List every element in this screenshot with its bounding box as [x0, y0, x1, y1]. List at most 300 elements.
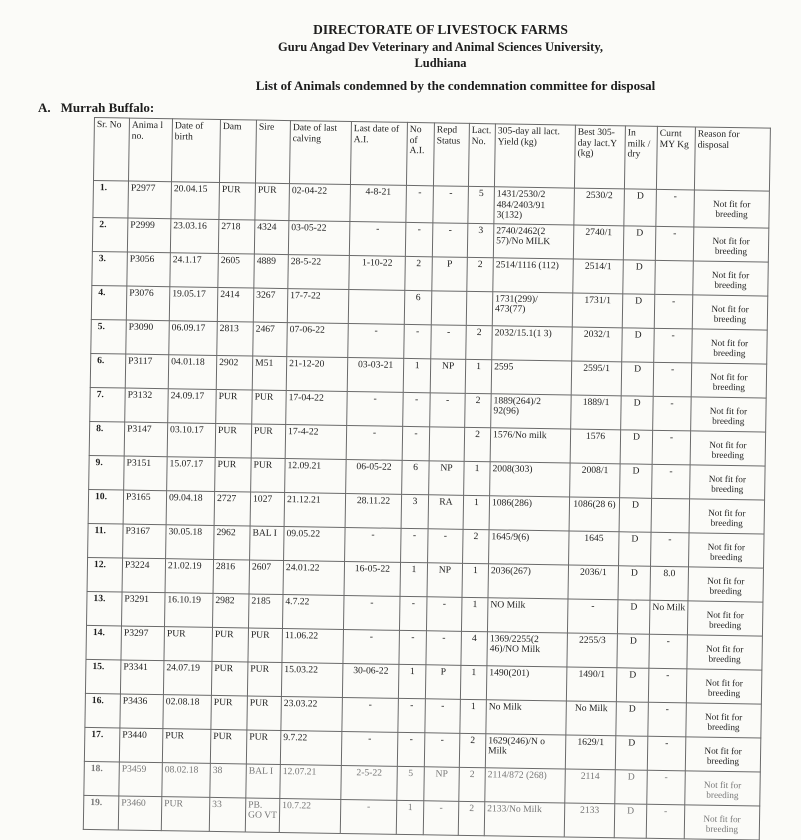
cell-best-lact-yield: 2036/1: [568, 565, 619, 600]
cell-best-lact-yield: 2008/1: [570, 463, 621, 498]
cell-repd-status: -: [430, 392, 466, 427]
column-header-animal-no: Anima l no.: [128, 118, 172, 182]
cell-no-of-ai: -: [398, 698, 426, 732]
cell-current-my: -: [646, 804, 685, 839]
cell-animal-no: P3460: [118, 796, 162, 831]
cell-dam: PUR: [216, 389, 253, 424]
cell-last-date-ai: -: [342, 697, 399, 732]
cell-all-lact-yield: 1629(246)/N o Milk: [485, 733, 566, 768]
cell-reason-for-disposal: Not fit for breeding: [691, 363, 767, 398]
table-header: [94, 118, 771, 192]
cell-last-date-ai: 16-05-22: [344, 561, 401, 596]
cell-no-of-ai: -: [399, 596, 427, 630]
cell-best-lact-yield: 2114: [565, 769, 616, 804]
cell-reason-for-disposal: Not fit for breeding: [689, 533, 765, 568]
cell-dam: PUR: [210, 729, 247, 764]
cell-all-lact-yield: 2036(267): [488, 563, 569, 598]
cell-lact-no: 5: [468, 186, 495, 223]
cell-lact-no: [466, 291, 493, 325]
cell-in-milk-dry: D: [615, 735, 648, 769]
cell-date-last-calving: 17-4-22: [285, 424, 347, 459]
cell-best-lact-yield: 1490/1: [566, 667, 617, 702]
cell-in-milk-dry: D: [620, 429, 653, 463]
cell-lact-no: 1: [460, 699, 487, 733]
cell-repd-status: -: [425, 698, 461, 733]
cell-animal-no: P3132: [125, 388, 169, 423]
cell-no-of-ai: -: [397, 732, 425, 766]
cell-current-my: -: [653, 396, 692, 431]
cell-reason-for-disposal: Not fit for breeding: [691, 397, 767, 432]
column-header-sr-no: Sr. No: [94, 118, 130, 182]
cell-lact-no: 1: [462, 563, 489, 597]
column-header-all-lact-yield: 305-day all lact. Yield (kg): [494, 124, 575, 188]
cell-sire: 4889: [254, 254, 289, 289]
cell-animal-no: P3341: [120, 660, 164, 695]
cell-sire: 2185: [248, 594, 283, 629]
cell-last-date-ai: -: [345, 527, 402, 562]
cell-reason-for-disposal: Not fit for breeding: [690, 431, 766, 466]
cell-in-milk-dry: D: [623, 225, 656, 259]
cell-all-lact-yield: 1889(264)/2 92(96): [491, 393, 572, 428]
cell-last-date-ai: -: [347, 391, 404, 426]
cell-in-milk-dry: D: [617, 599, 650, 633]
cell-sr-no: 11.: [88, 523, 124, 558]
cell-sire: 1027: [250, 492, 285, 527]
cell-date-last-calving: 07-06-22: [287, 322, 349, 357]
cell-sire: 4324: [254, 220, 289, 255]
cell-lact-no: 1: [465, 359, 492, 393]
cell-no-of-ai: -: [404, 324, 432, 358]
cell-sr-no: 14.: [86, 625, 122, 660]
cell-no-of-ai: 2: [405, 256, 433, 290]
cell-last-date-ai: 1-10-22: [349, 255, 406, 290]
cell-current-my: -: [655, 226, 694, 261]
cell-sr-no: 18.: [84, 761, 120, 796]
cell-last-date-ai: 2-5-22: [341, 765, 398, 800]
cell-in-milk-dry: D: [622, 293, 655, 327]
cell-dam: PUR: [211, 695, 248, 730]
cell-dam: PUR: [219, 182, 256, 219]
cell-date-of-birth: PUR: [164, 626, 213, 661]
cell-sr-no: 9.: [89, 455, 125, 490]
cell-date-last-calving: 11.06.22: [282, 628, 344, 663]
cell-sire: 3267: [253, 288, 288, 323]
cell-in-milk-dry: D: [623, 259, 656, 293]
cell-no-of-ai: -: [402, 426, 430, 460]
cell-dam: 2962: [214, 525, 251, 560]
cell-no-of-ai: -: [401, 528, 429, 562]
cell-sr-no: 16.: [85, 693, 121, 728]
cell-repd-status: P: [432, 256, 468, 291]
cell-animal-no: P3076: [126, 286, 170, 321]
table-body: [83, 181, 769, 840]
cell-all-lact-yield: 2133/No Milk: [484, 801, 565, 836]
cell-current-my: -: [648, 702, 687, 737]
cell-in-milk-dry: D: [614, 803, 647, 837]
cell-best-lact-yield: 1731/1: [572, 293, 623, 328]
cell-all-lact-yield: 1731(299)/ 473(77): [492, 291, 573, 326]
cell-date-of-birth: 15.07.17: [167, 456, 216, 491]
cell-sr-no: 3.: [92, 251, 128, 286]
cell-reason-for-disposal: Not fit for breeding: [686, 703, 762, 738]
cell-lact-no: 1: [464, 461, 491, 495]
cell-date-of-birth: 24.1.17: [170, 252, 219, 287]
cell-animal-no: P3440: [119, 728, 163, 763]
cell-date-of-birth: 04.01.18: [168, 354, 217, 389]
cell-in-milk-dry: D: [622, 327, 655, 361]
cell-date-of-birth: 02.08.18: [163, 694, 212, 729]
cell-animal-no: P3291: [122, 592, 166, 627]
cell-repd-status: -: [424, 732, 460, 767]
cell-reason-for-disposal: Not fit for breeding: [687, 635, 763, 670]
cell-date-of-birth: PUR: [161, 796, 210, 831]
cell-last-date-ai: -: [341, 731, 398, 766]
cell-animal-no: P2977: [128, 181, 172, 218]
cell-all-lact-yield: 1576/No milk: [490, 427, 571, 462]
cell-sr-no: 13.: [87, 591, 123, 626]
cell-repd-status: P: [425, 664, 461, 699]
cell-date-last-calving: 4.7.22: [282, 594, 344, 629]
cell-date-of-birth: 20.04.15: [171, 182, 220, 219]
cell-current-my: -: [653, 362, 692, 397]
cell-repd-status: -: [426, 630, 462, 665]
cell-lact-no: 1: [460, 665, 487, 699]
cell-sire: PUR: [251, 458, 286, 493]
cell-date-last-calving: 24.01.22: [283, 560, 345, 595]
cell-current-my: -: [652, 430, 691, 465]
cell-current-my: 8.0: [650, 566, 689, 601]
cell-in-milk-dry: D: [619, 531, 652, 565]
cell-all-lact-yield: No Milk: [486, 699, 567, 734]
list-subtitle: List of Animals condemned by the condemnation committee for disposal: [255, 78, 656, 93]
cell-date-last-calving: 21.12.21: [284, 492, 346, 527]
cell-date-of-birth: 19.05.17: [169, 286, 218, 321]
cell-current-my: -: [647, 736, 686, 771]
column-header-last-date-ai: Last date of A.I.: [350, 122, 407, 186]
cell-best-lact-yield: 2595/1: [571, 361, 622, 396]
cell-reason-for-disposal: Not fit for breeding: [687, 601, 763, 636]
cell-date-last-calving: 9.7.22: [280, 730, 342, 765]
cell-animal-no: P3147: [124, 422, 168, 457]
cell-date-of-birth: 16.10.19: [165, 592, 214, 627]
cell-current-my: -: [652, 464, 691, 499]
cell-lact-no: 2: [459, 733, 486, 767]
cell-last-date-ai: -: [340, 799, 397, 834]
cell-repd-status: -: [433, 186, 469, 223]
cell-repd-status: -: [428, 528, 464, 563]
cell-in-milk-dry: D: [618, 565, 651, 599]
cell-sire: PUR: [248, 628, 283, 663]
cell-repd-status: -: [426, 596, 462, 631]
cell-lact-no: 4: [461, 631, 488, 665]
column-header-current-my: Curnt MY Kg: [656, 126, 695, 190]
cell-no-of-ai: 3: [401, 494, 429, 528]
cell-sr-no: 5.: [91, 319, 127, 354]
cell-dam: PUR: [215, 423, 252, 458]
cell-no-of-ai: -: [399, 630, 427, 664]
cell-lact-no: 1: [463, 495, 490, 529]
cell-dam: 38: [210, 763, 247, 798]
cell-lact-no: 1: [461, 597, 488, 631]
cell-best-lact-yield: 2032/1: [572, 327, 623, 362]
column-header-date-last-calving: Date of last calving: [289, 121, 351, 185]
cell-animal-no: P3165: [123, 490, 167, 525]
cell-best-lact-yield: 1629/1: [565, 735, 616, 770]
cell-repd-status: NP: [427, 562, 463, 597]
cell-no-of-ai: 1: [400, 562, 428, 596]
cell-date-of-birth: 06.09.17: [169, 320, 218, 355]
cell-dam: 2982: [213, 593, 250, 628]
cell-sire: PUR: [252, 390, 287, 425]
cell-best-lact-yield: -: [567, 599, 618, 634]
cell-sire: 2467: [253, 322, 288, 357]
cell-lact-no: 2: [464, 427, 491, 461]
column-header-lact-no: Lact. No.: [468, 123, 495, 186]
cell-lact-no: 2: [458, 801, 485, 835]
cell-animal-no: P2999: [127, 218, 171, 253]
cell-dam: 33: [209, 797, 246, 832]
cell-date-of-birth: 30.05.18: [166, 524, 215, 559]
cell-date-last-calving: 15.03.22: [281, 662, 343, 697]
cell-no-of-ai: 5: [397, 766, 425, 800]
cell-sr-no: 12.: [87, 557, 123, 592]
cell-animal-no: P3056: [127, 252, 171, 287]
cell-sr-no: 4.: [91, 285, 127, 320]
column-header-in-milk-dry: In milk / dry: [624, 126, 657, 189]
cell-dam: 2813: [217, 321, 254, 356]
cell-date-last-calving: 12.07.21: [280, 764, 342, 799]
cell-reason-for-disposal: Not fit for breeding: [693, 227, 769, 262]
cell-best-lact-yield: 2255/3: [567, 633, 618, 668]
cell-repd-status: -: [423, 800, 459, 835]
cell-repd-status: -: [431, 324, 467, 359]
section-heading: [38, 100, 154, 116]
cell-no-of-ai: 6: [404, 290, 432, 324]
cell-reason-for-disposal: Not fit for breeding: [692, 295, 768, 330]
cell-sr-no: 17.: [84, 727, 120, 762]
cell-dam: 2605: [218, 253, 255, 288]
cell-all-lact-yield: 2595: [491, 359, 572, 394]
cell-best-lact-yield: 1645: [569, 531, 620, 566]
cell-last-date-ai: 06-05-22: [346, 459, 403, 494]
cell-sire: PUR: [255, 183, 290, 220]
cell-last-date-ai: 30-06-22: [342, 663, 399, 698]
cell-best-lact-yield: No Milk: [566, 701, 617, 736]
cell-dam: PUR: [211, 661, 248, 696]
cell-reason-for-disposal: Not fit for breeding: [685, 771, 761, 806]
cell-date-last-calving: 02-04-22: [289, 184, 351, 222]
cell-sire: PB. GO VT: [245, 798, 280, 833]
cell-date-last-calving: 17-7-22: [287, 288, 349, 323]
cell-date-of-birth: 23.03.16: [170, 218, 219, 253]
cell-last-date-ai: -: [349, 221, 406, 256]
cell-all-lact-yield: 2514/1116 (112): [493, 257, 574, 292]
cell-last-date-ai: 28.11.22: [345, 493, 402, 528]
cell-date-last-calving: 10.7.22: [279, 798, 341, 833]
cell-animal-no: P3167: [123, 524, 167, 559]
cell-date-last-calving: 03-05-22: [288, 220, 350, 255]
cell-repd-status: [429, 426, 465, 461]
cell-date-of-birth: 24.09.17: [168, 388, 217, 423]
cell-sr-no: 15.: [85, 659, 121, 694]
cell-current-my: [655, 260, 694, 295]
section-title: Murrah Buffalo:: [60, 100, 155, 115]
cell-in-milk-dry: D: [620, 463, 653, 497]
cell-date-of-birth: 21.02.19: [165, 558, 214, 593]
column-header-date-of-birth: Date of birth: [171, 119, 220, 183]
cell-reason-for-disposal: Not fit for breeding: [694, 190, 770, 228]
cell-date-of-birth: 08.02.18: [162, 762, 211, 797]
cell-dam: 2816: [213, 559, 250, 594]
cell-reason-for-disposal: Not fit for breeding: [684, 805, 760, 840]
cell-repd-status: NP: [429, 460, 465, 495]
column-header-sire: Sire: [255, 120, 290, 184]
cell-sire: PUR: [246, 730, 281, 765]
cell-reason-for-disposal: Not fit for breeding: [690, 465, 766, 500]
cell-dam: PUR: [215, 457, 252, 492]
cell-sire: PUR: [247, 662, 282, 697]
cell-reason-for-disposal: Not fit for breeding: [686, 669, 762, 704]
directorate-title: DIRECTORATE OF LIVESTOCK FARMS: [313, 22, 568, 37]
cell-current-my: -: [647, 770, 686, 805]
cell-all-lact-yield: 2008(303): [490, 461, 571, 496]
cell-sire: 2607: [249, 560, 284, 595]
cell-all-lact-yield: 1431/2530/2 484/2403/91 3(132): [494, 187, 575, 225]
cell-no-of-ai: -: [406, 185, 434, 222]
cell-last-date-ai: 4-8-21: [350, 185, 407, 223]
cell-best-lact-yield: 2514/1: [573, 259, 624, 294]
header-row: [94, 118, 771, 192]
column-header-repd-status: Repd Status: [433, 123, 469, 187]
cell-all-lact-yield: 2114/872 (268): [485, 767, 566, 802]
cell-reason-for-disposal: Not fit for breeding: [688, 567, 764, 602]
cell-best-lact-yield: 2740/1: [573, 225, 624, 260]
cell-reason-for-disposal: Not fit for breeding: [693, 261, 769, 296]
cell-in-milk-dry: D: [621, 395, 654, 429]
section-letter: A.: [38, 100, 51, 115]
cell-sr-no: 7.: [90, 387, 126, 422]
cell-best-lact-yield: 1889/1: [571, 395, 622, 430]
cell-date-last-calving: 28-5-22: [288, 254, 350, 289]
cell-current-my: -: [656, 189, 695, 226]
cell-sire: M51: [252, 356, 287, 391]
cell-repd-status: NP: [424, 766, 460, 801]
cell-all-lact-yield: 2032/15.1(1 3): [492, 325, 573, 360]
cell-in-milk-dry: D: [615, 769, 648, 803]
condemned-animals-table: [83, 117, 771, 840]
cell-in-milk-dry: D: [619, 497, 652, 531]
cell-current-my: No Milk: [649, 600, 688, 635]
cell-lact-no: 2: [465, 393, 492, 427]
cell-sire: PUR: [251, 424, 286, 459]
cell-best-lact-yield: 1576: [570, 429, 621, 464]
cell-sr-no: 1.: [93, 181, 129, 218]
cell-in-milk-dry: D: [616, 701, 649, 735]
cell-no-of-ai: 1: [403, 358, 431, 392]
cell-lact-no: 3: [467, 223, 494, 257]
cell-sire: PUR: [247, 696, 282, 731]
cell-sr-no: 10.: [88, 489, 124, 524]
cell-best-lact-yield: 2530/2: [574, 188, 625, 225]
cell-no-of-ai: 1: [398, 664, 426, 698]
cell-date-of-birth: 24.07.19: [163, 660, 212, 695]
cell-reason-for-disposal: Not fit for breeding: [685, 737, 761, 772]
cell-date-of-birth: 03.10.17: [167, 422, 216, 457]
cell-all-lact-yield: 1645/9(6): [489, 529, 570, 564]
cell-last-date-ai: -: [348, 323, 405, 358]
cell-date-last-calving: 23.03.22: [281, 696, 343, 731]
cell-no-of-ai: 6: [402, 460, 430, 494]
cell-reason-for-disposal: Not fit for breeding: [689, 499, 765, 534]
cell-date-last-calving: 12.09.21: [285, 458, 347, 493]
cell-no-of-ai: -: [405, 222, 433, 256]
cell-no-of-ai: -: [403, 392, 431, 426]
cell-lact-no: 2: [463, 529, 490, 563]
cell-all-lact-yield: 1490(201): [486, 665, 567, 700]
cell-current-my: -: [654, 328, 693, 363]
cell-reason-for-disposal: Not fit for breeding: [692, 329, 768, 364]
cell-lact-no: 2: [466, 325, 493, 359]
cell-animal-no: P3297: [121, 626, 165, 661]
cell-current-my: -: [649, 634, 688, 669]
cell-last-date-ai: -: [343, 595, 400, 630]
cell-current-my: [651, 498, 690, 533]
cell-dam: PUR: [212, 627, 249, 662]
cell-last-date-ai: [348, 289, 405, 324]
cell-repd-status: RA: [428, 494, 464, 529]
cell-lact-no: 2: [467, 257, 494, 291]
cell-all-lact-yield: NO Milk: [487, 597, 568, 632]
cell-repd-status: -: [432, 222, 468, 257]
column-header-dam: Dam: [219, 119, 256, 183]
cell-animal-no: P3117: [125, 354, 169, 389]
cell-date-of-birth: PUR: [162, 728, 211, 763]
cell-dam: 2414: [217, 287, 254, 322]
cell-in-milk-dry: D: [624, 189, 657, 226]
cell-lact-no: 2: [459, 767, 486, 801]
cell-in-milk-dry: D: [621, 361, 654, 395]
cell-dam: 2718: [218, 219, 255, 254]
cell-animal-no: P3459: [119, 762, 163, 797]
cell-date-last-calving: 09.05.22: [284, 526, 346, 561]
cell-repd-status: NP: [430, 358, 466, 393]
cell-last-date-ai: -: [343, 629, 400, 664]
cell-animal-no: P3090: [126, 320, 170, 355]
university-name: Guru Angad Dev Veterinary and Animal Sciences University,: [277, 40, 604, 54]
cell-animal-no: P3436: [120, 694, 164, 729]
cell-animal-no: P3151: [124, 456, 168, 491]
cell-repd-status: [431, 290, 467, 325]
cell-in-milk-dry: D: [616, 667, 649, 701]
cell-all-lact-yield: 1369/2255(2 46)/NO Milk: [487, 631, 568, 666]
cell-sr-no: 6.: [90, 353, 126, 388]
cell-dam: 2902: [216, 355, 253, 390]
cell-dam: 2727: [214, 491, 251, 526]
cell-sr-no: 19.: [83, 795, 119, 830]
cell-in-milk-dry: D: [617, 633, 650, 667]
column-header-reason-for-disposal: Reason for disposal: [694, 127, 770, 191]
cell-best-lact-yield: 2133: [564, 803, 615, 838]
column-header-best-lact-yield: Best 305-day lact.Y (kg): [574, 125, 625, 189]
cell-last-date-ai: -: [346, 425, 403, 460]
cell-current-my: -: [654, 294, 693, 329]
cell-sire: BAL I: [246, 764, 281, 799]
cell-date-last-calving: 21-12-20: [286, 356, 348, 391]
cell-current-my: -: [648, 668, 687, 703]
cell-date-of-birth: 09.04.18: [166, 490, 215, 525]
column-header-no-of-ai: No of A.I.: [406, 122, 434, 185]
cell-sire: BAL I: [250, 526, 285, 561]
